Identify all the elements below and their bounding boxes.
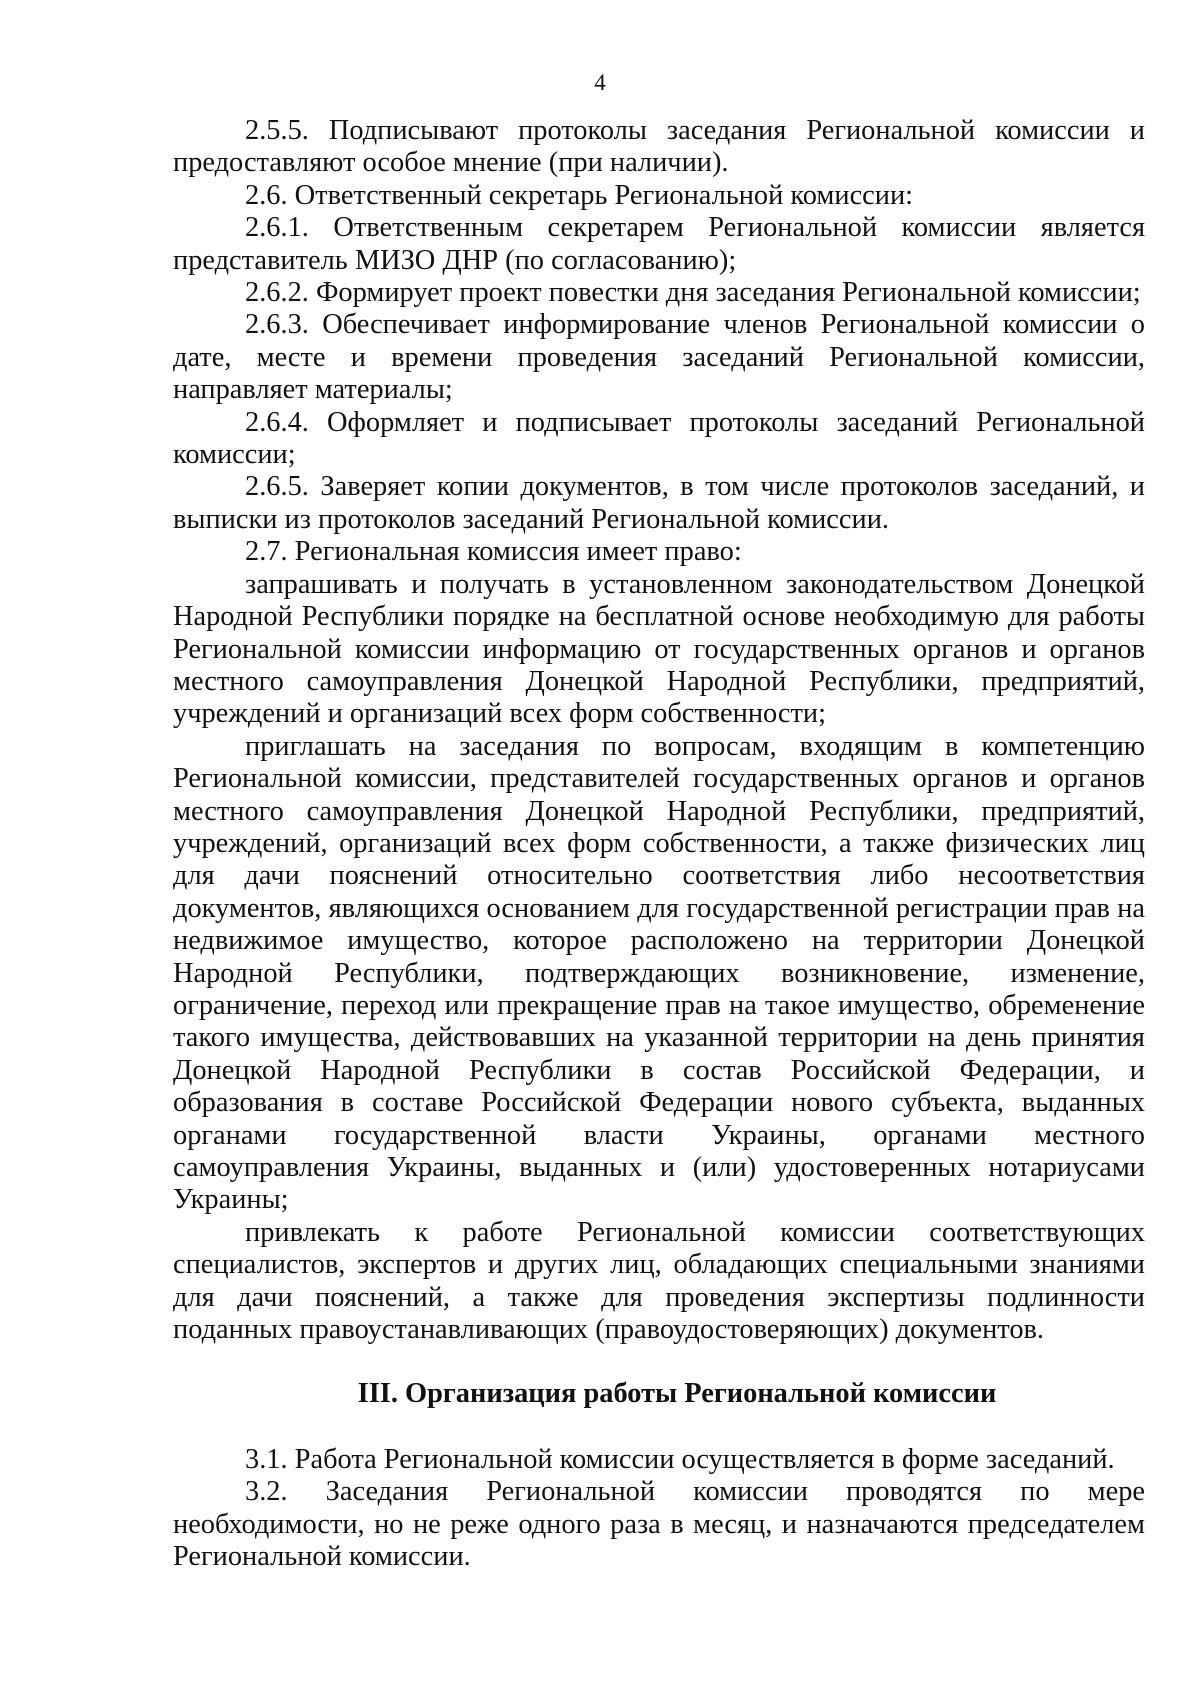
paragraph-3-1: 3.1. Работа Региональной комиссии осуществляется в форме заседаний. <box>245 1443 1115 1475</box>
paragraph-2-6-2: 2.6.2. Формирует проект повестки дня заседания Региональной комиссии; <box>245 277 1141 309</box>
paragraph-2-6-1: 2.6.1. Ответственным секретарем Региональной комиссии является представитель МИЗО ДНР (по согласованию); <box>173 212 1145 276</box>
paragraph-2-6: 2.6. Ответственный секретарь Региональной комиссии: <box>245 179 914 211</box>
paragraph-3-2: 3.2. Заседания Региональной комиссии проводятся по мере необходимости, но не реже одного раза в месяц, и назначаются председателем Региональной комиссии. <box>173 1476 1145 1573</box>
paragraph-2-6-5: 2.6.5. Заверяет копии документов, в том числе протоколов заседаний, и выписки из протоколов заседаний Региональной комиссии. <box>173 471 1145 535</box>
document-body <box>173 115 1145 1573</box>
section-heading: III. Организация работы Региональной комиссии <box>357 1378 997 1410</box>
paragraph-right-engage: привлекать к работе Региональной комиссии соответствующих специалистов, экспертов и других лиц, обладающих специальными знаниями для дачи пояснений, а также для проведения экспертизы подлинности поданных правоустанавливающих (правоудостоверяющих) документов. <box>173 1216 1145 1346</box>
paragraph-2-7: 2.7. Региональная комиссия имеет право: <box>245 536 742 568</box>
paragraph-right-invite: приглашать на заседания по вопросам, входящим в компетенцию Региональной комиссии, представителей государственных органов и органов местного самоуправления Донецкой Народной Республики, предприятий, учреждений, организаций всех форм собственности, а также физических лиц для дачи пояснений относительно соответствия либо несоответствия документов, являющихся основанием для государственной регистрации прав на недвижимое имущество, которое расположено на территории Донецкой Народной Республики, подтверждающих возникновение, изменение, ограничение, переход или прекращение прав на такое имущество, обременение такого имущества, действовавших на указанной территории на день принятия Донецкой Народной Республики в состав Российской Федерации, и образования в составе Российской Федерации нового субъекта, выданных органами государственной власти Украины, органами местного самоуправления Украины, выданных и (или) удостоверенных нотариусами Украины; <box>173 730 1145 1216</box>
paragraph-right-request: запрашивать и получать в установленном законодательством Донецкой Народной Республики порядке на бесплатной основе необходимую для работы Региональной комиссии информацию от государственных органов и органов местного самоуправления Донецкой Народной Республики, предприятий, учреждений и организаций всех форм собственности; <box>173 568 1145 730</box>
page-number: 4 <box>594 70 606 95</box>
paragraph-2-6-3: 2.6.3. Обеспечивает информирование членов Региональной комиссии о дате, месте и времени проведения заседаний Региональной комиссии, направляет материалы; <box>173 309 1145 406</box>
paragraph-2-5-5: 2.5.5. Подписывают протоколы заседания Региональной комиссии и предоставляют особое мнение (при наличии). <box>173 115 1145 179</box>
paragraph-2-6-4: 2.6.4. Оформляет и подписывает протоколы заседаний Региональной комиссии; <box>173 406 1145 471</box>
